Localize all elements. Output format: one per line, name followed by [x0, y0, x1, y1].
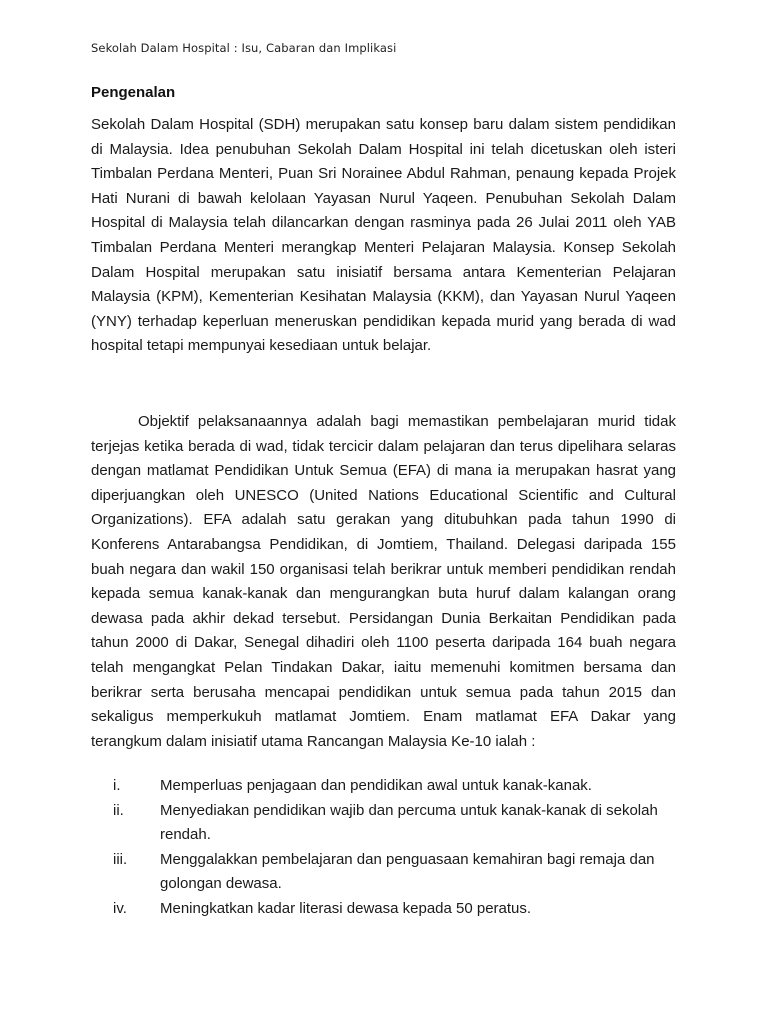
list-item [91, 774, 676, 799]
section-heading: Pengenalan [91, 84, 176, 101]
running-header: Sekolah Dalam Hospital : Isu, Cabaran dan Implikasi [91, 41, 397, 55]
list-item-text: Meningkatkan kadar literasi dewasa kepada 50 peratus. [160, 899, 532, 917]
list-item-text: Menggalakkan pembelajaran dan penguasaan kemahiran bagi remaja dan golongan dewasa. [160, 850, 655, 893]
paragraph-introduction: Sekolah Dalam Hospital (SDH) merupakan satu konsep baru dalam sistem pendidikan di Malaysia. Idea penubuhan Sekolah Dalam Hospital ini telah dicetuskan oleh isteri Timbalan Perdana Menteri, Puan Sri Norainee Abdul Rahman, penaung kepada Projek Hati Nurani di bawah kelolaan Yayasan Nurul Yaqeen. Penubuhan Sekolah Dalam Hospital di Malaysia telah dilancarkan dengan rasminya pada 26 Julai 2011 oleh YAB Timbalan Perdana Menteri merangkap Menteri Pelajaran Malaysia. Konsep Sekolah Dalam Hospital merupakan satu inisiatif bersama antara Kementerian Pelajaran Malaysia (KPM), Kementerian Kesihatan Malaysia (KKM), dan Yayasan Nurul Yaqeen (YNY) terhadap keperluan meneruskan pendidikan kepada murid yang berada di wad hospital tetapi mempunyai kesediaan untuk belajar. [91, 116, 676, 355]
list-item-marker: iii. [113, 850, 128, 868]
list-item-text: Memperluas penjagaan dan pendidikan awal untuk kanak-kanak. [160, 777, 592, 794]
paragraph-objectives: Objektif pelaksanaannya adalah bagi memastikan pembelajaran murid tidak terjejas ketika berada di wad, tidak tercicir dalam pelajaran dan terus dipelihara selaras dengan matlamat Pendidikan Untuk Semua (EFA) di mana ia merupakan hasrat yang diperjuangkan oleh UNESCO (United Nations Educational Scientific and Cultural Organizations). EFA adalah satu gerakan yang ditubuhkan pada tahun 1990 di Konferens Antarabangsa Pendidikan, di Jomtiem, Thailand. Delegasi daripada 155 buah negara dan wakil 150 organisasi telah berikrar untuk memberi pendidikan rendah kepada semua kanak-kanak dan mengurangkan buta huruf dalam kalangan orang dewasa pada akhir dekad tersebut. Persidangan Dunia Berkaitan Pendidikan pada tahun 2000 di Dakar, Senegal dihadiri oleh 1100 peserta daripada 164 buah negara telah mengangkat Pelan Tindakan Dakar, iaitu memenuhi komitmen bersama dan berikrar serta berusaha mencapai pendidikan untuk semua pada tahun 2015 dan sekaligus memperkukuh matlamat Jomtiem. Enam matlamat EFA Dakar yang terangkum dalam inisiatif utama Rancangan Malaysia Ke-10 ialah : [91, 413, 676, 750]
list-item [91, 799, 676, 848]
list-item-marker: i. [113, 777, 121, 794]
list-item-text: Menyediakan pendidikan wajib dan percuma untuk kanak-kanak di sekolah rendah. [160, 801, 658, 844]
list-item-marker: ii. [113, 801, 124, 819]
efa-goals-list [91, 774, 676, 922]
list-item [91, 897, 676, 922]
list-item [91, 848, 676, 897]
list-item-marker: iv. [113, 899, 127, 917]
